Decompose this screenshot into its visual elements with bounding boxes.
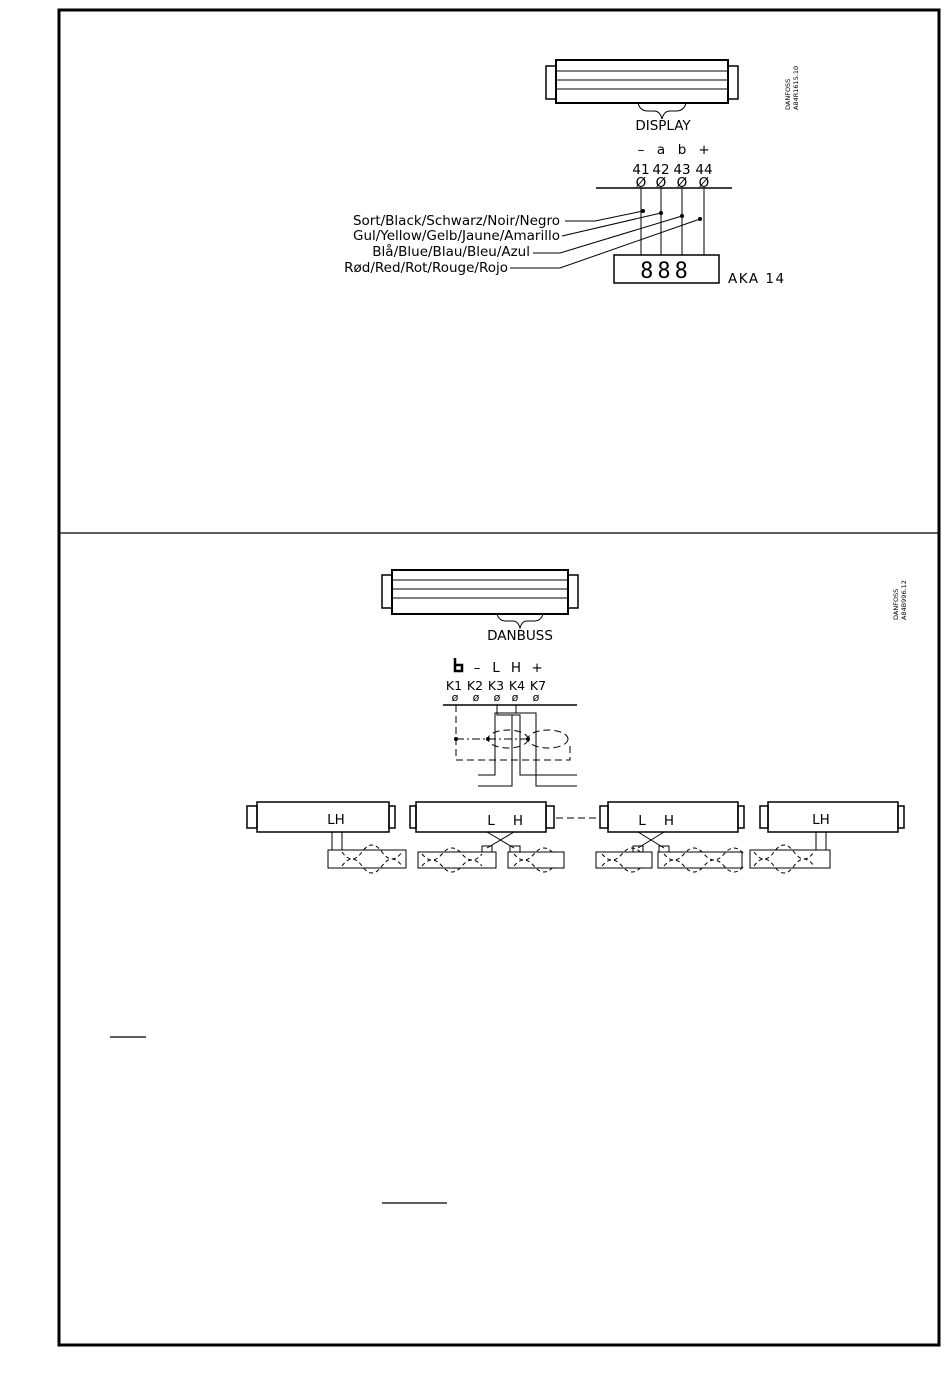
bus-node — [410, 802, 564, 872]
drawing-code-1a: DANFOSS — [784, 78, 792, 110]
terminal-symbol: Ø — [676, 175, 688, 191]
bus-node — [750, 802, 904, 873]
twisted-pair-icon — [528, 730, 568, 748]
terminal-number: 41 — [632, 162, 650, 178]
terminal-polarity: + — [531, 660, 543, 676]
terminal-polarity: + — [698, 142, 710, 158]
display-brace — [638, 103, 686, 119]
terminal-polarity: b — [677, 142, 687, 158]
terminal-symbol: Ø — [655, 175, 667, 191]
terminal-symbol: ø — [472, 691, 480, 704]
terminal-number: 43 — [673, 162, 691, 178]
terminal-symbol: ø — [511, 691, 519, 704]
terminal-number: 42 — [652, 162, 670, 178]
wire-color-label: Rød/Red/Rot/Rouge/Rojo — [344, 260, 508, 276]
terminal-polarity: a — [656, 142, 666, 158]
node-label: H — [512, 813, 524, 829]
drawing-code-2a: DANFOSS — [892, 588, 900, 620]
terminal-symbol: ø — [493, 691, 501, 704]
terminal-symbol: Ø — [698, 175, 710, 191]
display-readout: 888 — [640, 259, 692, 284]
figure-display-wiring — [344, 60, 800, 287]
bus-node — [596, 802, 744, 872]
drawing-code-1b: A84R1615.10 — [792, 65, 800, 110]
terminal-number: 44 — [695, 162, 713, 178]
terminal-polarity: – — [473, 660, 481, 676]
node-label: LH — [327, 812, 345, 828]
controller-module — [382, 570, 578, 628]
node-label: H — [663, 813, 675, 829]
display-module — [546, 60, 738, 119]
bus-node — [247, 802, 406, 873]
bus-label: DANBUSS — [487, 628, 553, 644]
terminal-number: K3 — [487, 678, 505, 693]
terminal-polarity: L — [492, 660, 500, 676]
terminal-polarity: – — [637, 142, 645, 158]
device-label: AKA 14 — [728, 271, 786, 287]
node-label: LH — [812, 812, 830, 828]
terminal-symbol: ø — [451, 691, 459, 704]
terminal-number: K1 — [445, 678, 463, 693]
node-label: L — [638, 813, 646, 829]
wire-color-label: Gul/Yellow/Gelb/Jaune/Amarillo — [352, 228, 560, 244]
terminal-number: K2 — [466, 678, 484, 693]
node-label: L — [487, 813, 495, 829]
figure-danbuss-wiring — [247, 570, 908, 873]
wire-color-label: Sort/Black/Schwarz/Noir/Negro — [352, 213, 560, 229]
danbuss-brace — [497, 614, 543, 628]
terminal-number: K4 — [508, 678, 526, 693]
terminal-polarity: H — [510, 660, 522, 676]
display-label: DISPLAY — [635, 118, 691, 134]
terminal-symbol: ø — [532, 691, 540, 704]
terminal-number: K7 — [529, 678, 547, 693]
wire-color-label: Blå/Blue/Blau/Bleu/Azul — [372, 244, 530, 260]
terminal-symbol: Ø — [635, 175, 647, 191]
drawing-code-2b: A84B996.12 — [900, 580, 908, 620]
ground-icon — [455, 658, 462, 671]
